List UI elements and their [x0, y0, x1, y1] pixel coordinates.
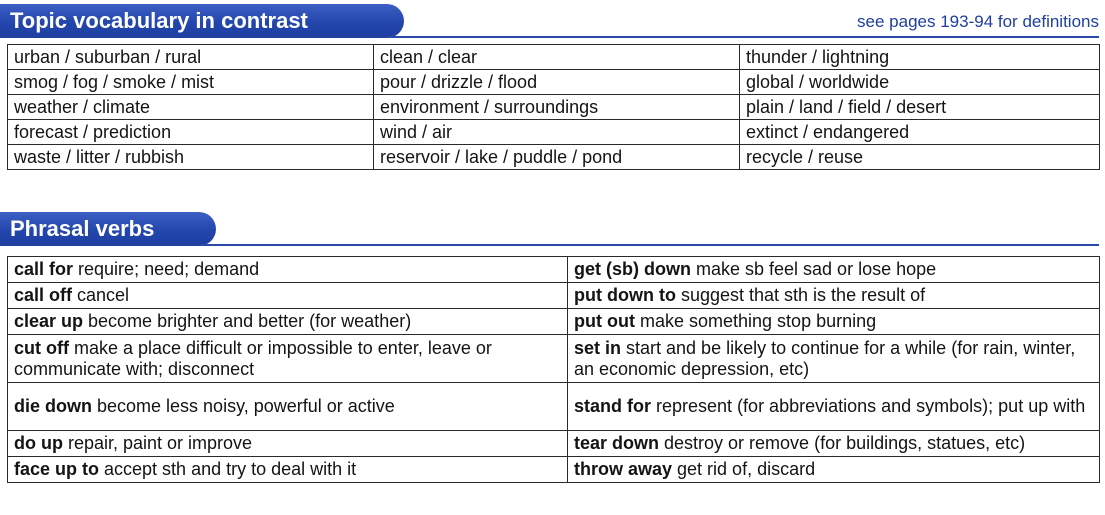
phrasal-cell: [568, 257, 1100, 283]
phrasal-section-title: Phrasal verbs: [0, 212, 216, 246]
phrasal-verb-term: put down to: [574, 285, 676, 305]
vocab-section-title: Topic vocabulary in contrast: [0, 4, 404, 38]
phrasal-verb-term: throw away: [574, 459, 673, 479]
phrasal-row: [8, 257, 1100, 283]
phrasal-cell: [8, 335, 568, 383]
definitions-page-note: see pages 193-94 for definitions: [857, 12, 1099, 31]
phrasal-verbs-table: [7, 256, 1100, 483]
phrasal-row: [8, 457, 1100, 483]
vocab-cell: weather / climate: [8, 95, 374, 120]
phrasal-verb-definition: make sb feel sad or lose hope: [690, 259, 937, 279]
vocab-cell: pour / drizzle / flood: [374, 70, 740, 95]
vocab-cell: plain / land / field / desert: [740, 95, 1100, 120]
phrasal-row: [8, 283, 1100, 309]
phrasal-header-rule: [200, 244, 1099, 246]
vocab-row: [8, 95, 1100, 120]
vocab-cell: recycle / reuse: [740, 145, 1100, 170]
vocab-row: [8, 70, 1100, 95]
vocab-cell: wind / air: [374, 120, 740, 145]
vocab-cell: forecast / prediction: [8, 120, 374, 145]
vocab-cell: environment / surroundings: [374, 95, 740, 120]
phrasal-verb-definition: make something stop burning: [634, 311, 877, 331]
vocab-cell: extinct / endangered: [740, 120, 1100, 145]
vocab-cell: reservoir / lake / puddle / pond: [374, 145, 740, 170]
phrasal-verb-definition: suggest that sth is the result of: [675, 285, 926, 305]
phrasal-verb-term: face up to: [14, 459, 100, 479]
phrasal-cell: [568, 457, 1100, 483]
phrasal-cell: [8, 457, 568, 483]
phrasal-verb-definition: represent (for abbreviations and symbols); put up with: [651, 396, 1086, 416]
vocab-cell: global / worldwide: [740, 70, 1100, 95]
phrasal-verb-term: set in: [574, 337, 622, 358]
phrasal-verb-definition: start and be likely to continue for a while (for rain, winter, an economic depression, etc): [574, 337, 1076, 379]
phrasal-verb-term: call for: [14, 259, 74, 279]
phrasal-verb-term: stand for: [574, 396, 652, 416]
phrasal-row: [8, 383, 1100, 431]
phrasal-row: [8, 431, 1100, 457]
phrasal-cell: [8, 383, 568, 431]
phrasal-row: [8, 335, 1100, 383]
phrasal-verb-definition: make a place difficult or impossible to enter, leave or communicate with; disconnect: [14, 337, 492, 379]
phrasal-verb-term: call off: [14, 285, 73, 305]
phrasal-verb-definition: become less noisy, powerful or active: [92, 396, 395, 416]
phrasal-verb-term: cut off: [14, 337, 69, 358]
vocab-cell: smog / fog / smoke / mist: [8, 70, 374, 95]
phrasal-cell: [8, 257, 568, 283]
vocab-row: [8, 145, 1100, 170]
vocab-cell: thunder / lightning: [740, 45, 1100, 70]
vocab-row: [8, 45, 1100, 70]
phrasal-cell: [568, 309, 1100, 335]
phrasal-cell: [8, 431, 568, 457]
phrasal-verb-term: get (sb) down: [574, 259, 691, 279]
phrasal-verb-term: die down: [14, 396, 92, 416]
vocab-cell: urban / suburban / rural: [8, 45, 374, 70]
phrasal-verb-term: put out: [574, 311, 635, 331]
phrasal-verb-definition: become brighter and better (for weather): [83, 311, 412, 331]
phrasal-verb-definition: require; need; demand: [73, 259, 260, 279]
phrasal-cell: [8, 309, 568, 335]
phrasal-verb-definition: destroy or remove (for buildings, statues, etc): [659, 433, 1026, 453]
phrasal-cell: [568, 431, 1100, 457]
phrasal-verb-term: do up: [14, 433, 63, 453]
phrasal-cell: [568, 283, 1100, 309]
phrasal-cell: [568, 335, 1100, 383]
phrasal-verb-term: tear down: [574, 433, 660, 453]
phrasal-verb-definition: cancel: [72, 285, 130, 305]
phrasal-verb-definition: get rid of, discard: [672, 459, 816, 479]
phrasal-verb-term: clear up: [14, 311, 84, 331]
vocab-header-rule: [390, 36, 1099, 38]
phrasal-verb-definition: repair, paint or improve: [62, 433, 253, 453]
phrasal-cell: [8, 283, 568, 309]
vocab-cell: clean / clear: [374, 45, 740, 70]
phrasal-row: [8, 309, 1100, 335]
vocab-table: [7, 44, 1100, 170]
vocab-row: [8, 120, 1100, 145]
vocab-cell: waste / litter / rubbish: [8, 145, 374, 170]
phrasal-verb-definition: accept sth and try to deal with it: [99, 459, 357, 479]
phrasal-cell: [568, 383, 1100, 431]
